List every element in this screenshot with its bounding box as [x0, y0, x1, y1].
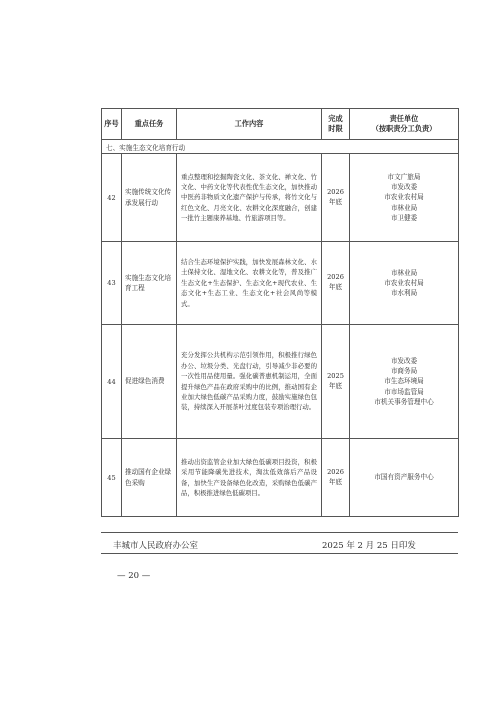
- row-units: [350, 242, 459, 325]
- unit-item: 市市场监管局: [384, 387, 424, 396]
- row-time: [322, 325, 350, 439]
- footer-top-rule: [101, 532, 458, 533]
- table-row: [102, 242, 459, 325]
- unit-item: 市生态环境局: [384, 377, 424, 386]
- table-header-row: [102, 109, 459, 140]
- task-table-container: [101, 108, 458, 517]
- page-number: — 20 —: [117, 571, 151, 581]
- row-time: [322, 242, 350, 325]
- row-task: 实施传统文化传承发展行动: [122, 154, 177, 242]
- unit-item: 市国有资产服务中心: [374, 473, 434, 482]
- row-content: 推动出资监管企业加大绿色低碳项目投资，积极采用节能降碳先进技术，淘汰低效落后产品设备，加快生产设备绿色化改造，采购绿色低碳产品，积极推进绿色低碳项目。: [177, 439, 322, 517]
- row-content: 重点整理和挖掘陶瓷文化、茶文化、禅文化、竹文化、中药文化等代表性优生态文化，加快推动中医药非物质文化遗产保护与传承，将竹文化与红色文化、月亮文化、农耕文化深度融合，创建一批竹主题康养基地、竹旅游项目等。: [177, 154, 322, 242]
- row-time-end: 年底: [328, 477, 343, 486]
- unit-item: 市发改委: [390, 183, 418, 192]
- section-title: 七、实施生态文化培育行动: [102, 140, 459, 154]
- unit-item: 市发改委: [390, 356, 418, 365]
- unit-item: 市文广旅局: [387, 172, 421, 181]
- row-time: [322, 439, 350, 517]
- header-unit-line1: 责任单位: [389, 114, 419, 124]
- row-units: [350, 325, 459, 439]
- footer-office: 丰城市人民政府办公室: [113, 541, 199, 551]
- row-task: 实施生态文化培育工程: [122, 242, 177, 325]
- row-time-end: 年底: [328, 283, 343, 291]
- unit-item: 市商务局: [390, 367, 418, 376]
- unit-item: 市机关事务管理中心: [374, 397, 434, 406]
- row-units: [350, 439, 459, 517]
- footer-date: 2025 年 2 月 25 日印发: [322, 541, 416, 551]
- row-task: 推动国有企业绿色采购: [122, 439, 177, 517]
- header-task: 重点任务: [122, 109, 177, 140]
- row-no: 45: [102, 439, 122, 517]
- row-units: [350, 154, 459, 242]
- task-table: [101, 108, 459, 517]
- header-time-line2: 时限: [328, 124, 343, 133]
- row-time-year: 2026: [327, 467, 344, 476]
- row-content: 结合生态环境保护实践，加快发展森林文化、水土保持文化、湿地文化、农耕文化等，普及推广生态文化+生态保护、生态文化+现代农业、生态文化+生态工业、生态文化+社会风尚等模式。: [177, 242, 322, 325]
- unit-item: 市林业局: [390, 203, 418, 212]
- row-time-year: 2025: [327, 371, 344, 380]
- section-row: [102, 140, 459, 154]
- table-row: [102, 154, 459, 242]
- row-no: 44: [102, 325, 122, 439]
- unit-item: 市农业农村局: [384, 193, 424, 202]
- header-content: 工作内容: [177, 109, 322, 140]
- row-no: 43: [102, 242, 122, 325]
- row-time-end: 年底: [328, 381, 343, 390]
- unit-item: 市卫健委: [390, 213, 418, 222]
- header-time: [322, 109, 350, 140]
- row-content: 充分发挥公共机构示范引领作用，积极推行绿色办公、垃圾分类、光盘行动，引导减少非必要的一次性用品使用量。强化碳普惠机制运用，全面提升绿色产品在政府采购中的比例，推动国有企业加大绿色低碳产品采购力度，鼓励实施绿色包装，持续深入开展茶叶过度包装专项治理行动。: [177, 325, 322, 439]
- row-time-year: 2026: [327, 273, 344, 282]
- table-row: [102, 325, 459, 439]
- table-row: [102, 439, 459, 517]
- unit-item: 市水利局: [390, 289, 418, 298]
- row-time: [322, 154, 350, 242]
- row-time-end: 年底: [328, 197, 343, 206]
- header-unit-line2: （按职责分工负责）: [371, 124, 437, 133]
- unit-item: 市林业局: [390, 268, 418, 277]
- unit-item: 市农业农村局: [384, 278, 424, 287]
- footer-bottom-rule: [101, 553, 458, 554]
- row-time-year: 2026: [327, 187, 344, 196]
- header-unit: [350, 109, 459, 140]
- header-time-line1: 完成: [328, 114, 343, 124]
- row-task: 促进绿色消费: [122, 325, 177, 439]
- row-no: 42: [102, 154, 122, 242]
- header-no: 序号: [102, 109, 122, 140]
